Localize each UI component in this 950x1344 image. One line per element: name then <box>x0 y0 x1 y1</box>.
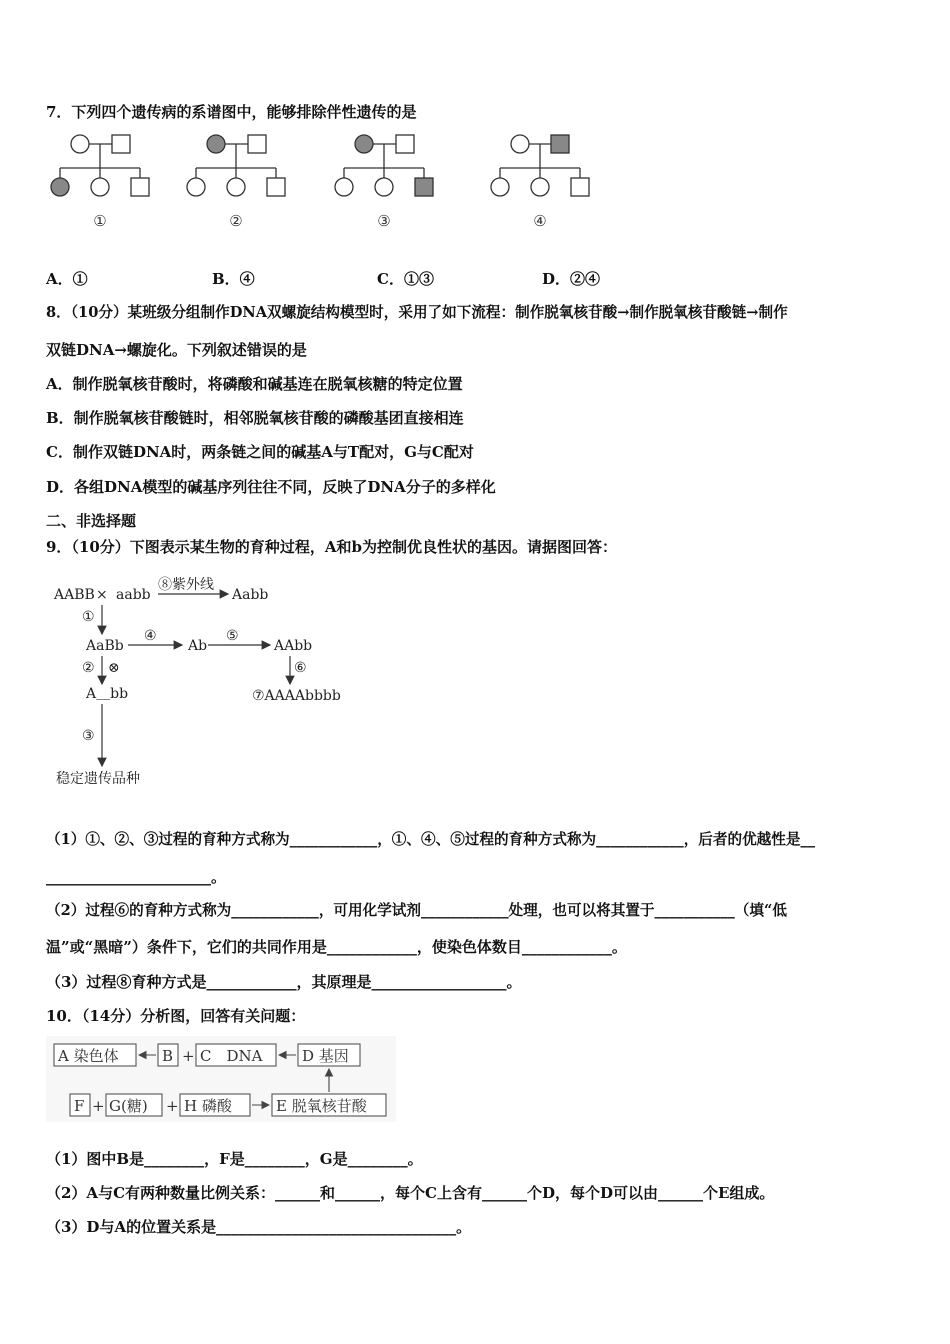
q7-option-c[interactable]: C．①③ <box>377 270 434 288</box>
step-2-label: ② <box>82 660 95 676</box>
haploid-ab: Ab <box>188 638 208 654</box>
q8-option-d[interactable]: D．各组DNA模型的碱基序列往往不同，反映了DNA分子的多样化 <box>46 478 496 496</box>
q9-part2-line1: （2）过程⑥的育种方式称为____________，可用化学试剂____________处理，也可以将其置于___________（填“低 <box>46 902 787 919</box>
q8-stem-line2: 双链DNA→螺旋化。下列叙述错误的是 <box>46 341 307 359</box>
genotype-a-bb: A＿bb <box>86 686 129 702</box>
pedigree-4 <box>491 135 589 196</box>
box-g-sugar: G(糖) <box>109 1097 148 1115</box>
q8-option-b[interactable]: B．制作脱氧核苷酸链时，相邻脱氧核苷酸的磷酸基团直接相连 <box>46 409 464 427</box>
box-h-phosphate: H 磷酸 <box>184 1097 232 1115</box>
box-c-dna: C DNA <box>200 1047 263 1065</box>
mutant-aabb: Aabb <box>232 587 269 603</box>
q9-part2-line2: 温”或“黑暗”）条件下，它们的共同作用是____________，使染色体数目____________。 <box>46 938 627 956</box>
box-f: F <box>74 1097 85 1115</box>
parent-aabb-recessive: aabb <box>116 587 151 603</box>
box-e-deoxynucleotide: E 脱氧核苷酸 <box>276 1097 367 1115</box>
q9-part3: （3）过程⑧育种方式是____________，其原理是__________________。 <box>46 973 522 991</box>
parent-aabb: AABB <box>54 587 95 603</box>
q8-stem-line1: 8．（10分）某班级分组制作DNA双螺旋结构模型时，采用了如下流程：制作脱氧核苷酸→制作脱氧核苷酸链→制作 <box>46 304 788 321</box>
q9-part1-line2: ______________________。 <box>46 868 227 886</box>
step-1-label: ① <box>82 609 95 625</box>
q7-option-a[interactable]: A．① <box>46 270 88 288</box>
q10-part1: （1）图中B是________，F是________，G是________。 <box>46 1150 423 1168</box>
box-b: B <box>162 1047 174 1065</box>
q10-part2: （2）A与C有两种数量比例关系：______和______，每个C上含有______个D，每个D可以由______个E组成。 <box>46 1184 775 1202</box>
dna-concept-diagram <box>46 1036 396 1122</box>
tetraploid-aaaabbbb: ⑦AAAAbbbb <box>252 688 341 704</box>
box-d-gene: D 基因 <box>302 1047 349 1065</box>
pedigree-label-1: ① <box>93 212 107 230</box>
breeding-diagram <box>46 570 366 795</box>
plus-3: + <box>166 1097 179 1115</box>
plus-2: + <box>92 1097 105 1115</box>
f1-aabb: AaBb <box>86 638 124 654</box>
q7-option-b[interactable]: B．④ <box>212 270 255 288</box>
uv-step-label: ⑧紫外线 <box>158 577 214 593</box>
q7-stem: 7．下列四个遗传病的系谱图中，能够排除伴性遗传的是 <box>46 103 417 121</box>
q9-part1-line1: （1）①、②、③过程的育种方式称为____________，①、④、⑤过程的育种方式称为____________，后者的优越性是__ <box>46 831 816 848</box>
pedigree-label-2: ② <box>229 212 243 230</box>
q8-option-a[interactable]: A．制作脱氧核苷酸时，将磷酸和碱基连在脱氧核糖的特定位置 <box>46 375 463 393</box>
step-4-label: ④ <box>144 628 157 644</box>
step-5-label: ⑤ <box>226 628 239 644</box>
pedigree-diagrams <box>40 128 620 238</box>
stable-variety: 稳定遗传品种 <box>56 771 140 787</box>
selfing-symbol: ⊗ <box>108 660 120 676</box>
q10-part3: （3）D与A的位置关系是________________________________。 <box>46 1218 472 1236</box>
step-6-label: ⑥ <box>294 660 307 676</box>
pedigree-label-4: ④ <box>533 212 547 230</box>
pedigree-3 <box>335 135 433 196</box>
section-heading: 二、非选择题 <box>46 512 137 530</box>
pedigree-2 <box>187 135 285 196</box>
q10-stem: 10．（14分）分析图，回答有关问题： <box>46 1007 306 1025</box>
cross-symbol: × <box>96 587 108 603</box>
plus-1: + <box>182 1047 195 1065</box>
aabb-homozygous: AAbb <box>274 638 313 654</box>
step-3-label: ③ <box>82 728 95 744</box>
q8-option-c[interactable]: C．制作双链DNA时，两条链之间的碱基A与T配对，G与C配对 <box>46 443 474 461</box>
q9-stem: 9．（10分）下图表示某生物的育种过程，A和b为控制优良性状的基因。请据图回答： <box>46 538 617 556</box>
pedigree-label-3: ③ <box>377 212 391 230</box>
q7-option-d[interactable]: D．②④ <box>542 270 601 288</box>
box-a-chromosome: A 染色体 <box>58 1047 119 1065</box>
pedigree-1 <box>51 135 149 196</box>
